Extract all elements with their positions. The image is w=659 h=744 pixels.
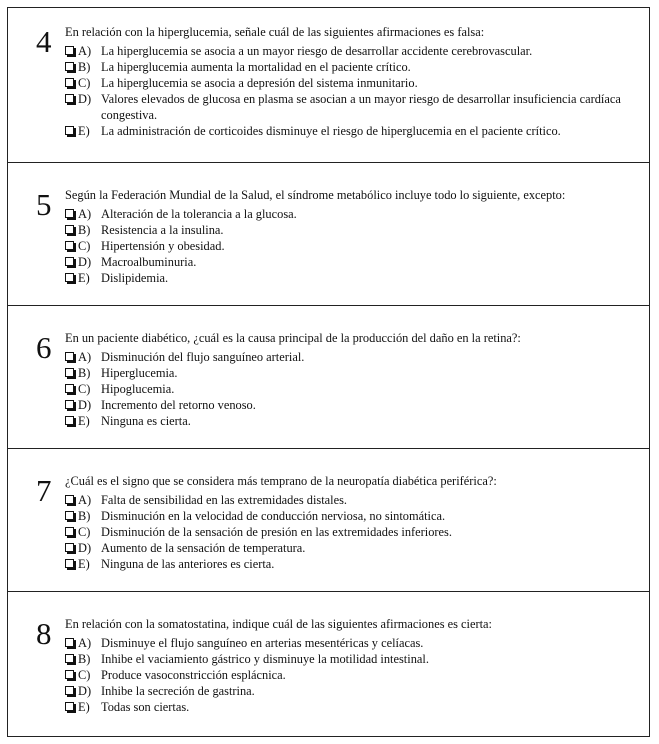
question-number: 8 [36,616,52,651]
option-list [65,43,621,139]
option-text: Alteración de la tolerancia a la glucosa. [101,207,297,221]
question-card [7,162,650,306]
option-d[interactable] [65,91,621,123]
option-text: La hiperglucemia aumenta la mortalidad en el paciente crítico. [101,60,411,74]
option-letter: A) [78,636,92,650]
option-c[interactable] [65,238,297,254]
option-letter: C) [78,239,91,253]
checkbox[interactable] [65,702,74,711]
option-d[interactable] [65,683,429,699]
option-e[interactable] [65,699,429,715]
option-list [65,206,297,286]
option-c[interactable] [65,381,304,397]
option-letter: B) [78,223,91,237]
checkbox[interactable] [65,241,74,250]
checkbox[interactable] [65,511,74,520]
question-card [7,591,650,737]
option-e[interactable] [65,123,621,139]
option-letter: D) [78,541,92,555]
checkbox[interactable] [65,209,74,218]
option-letter: E) [78,124,90,138]
question-sheet [7,7,652,737]
option-text: Aumento de la sensación de temperatura. [101,541,306,555]
option-text: Disminución en la velocidad de conducción nerviosa, no sintomática. [101,509,446,523]
option-c[interactable] [65,75,621,91]
option-text: Ninguna es cierta. [101,414,191,428]
question-number: 4 [36,24,52,59]
option-letter: A) [78,350,92,364]
option-letter: D) [78,684,92,698]
option-list [65,635,429,715]
option-d[interactable] [65,254,297,270]
option-letter: E) [78,700,90,714]
option-text: Ninguna de las anteriores es cierta. [101,557,275,571]
option-text: Falta de sensibilidad en las extremidades distales. [101,493,348,507]
option-text: La administración de corticoides disminuye el riesgo de hiperglucemia en el paciente crítico. [101,124,561,138]
option-text: Inhibe el vaciamiento gástrico y disminuye la motilidad intestinal. [101,652,429,666]
question-text: ¿Cuál es el signo que se considera más temprano de la neuropatía diabética periférica?: [65,474,497,488]
question-text: En un paciente diabético, ¿cuál es la causa principal de la producción del daño en la retina?: [65,331,521,345]
option-letter: E) [78,557,90,571]
checkbox[interactable] [65,126,74,135]
option-letter: C) [78,668,91,682]
question-card [7,305,650,449]
question-number: 6 [36,330,52,365]
checkbox[interactable] [65,654,74,663]
option-b[interactable] [65,59,621,75]
option-b[interactable] [65,222,297,238]
option-letter: E) [78,414,90,428]
checkbox[interactable] [65,273,74,282]
option-text: Resistencia a la insulina. [101,223,224,237]
checkbox[interactable] [65,416,74,425]
option-letter: E) [78,271,90,285]
checkbox[interactable] [65,527,74,536]
option-a[interactable] [65,635,429,651]
option-letter: B) [78,509,91,523]
option-letter: A) [78,44,92,58]
option-d[interactable] [65,397,304,413]
question-text: Según la Federación Mundial de la Salud, el síndrome metabólico incluye todo lo siguiente, excepto: [65,188,566,202]
option-c[interactable] [65,667,429,683]
question-text: En relación con la hiperglucemia, señale cuál de las siguientes afirmaciones es falsa: [65,25,485,39]
option-letter: B) [78,366,91,380]
option-text: Hipoglucemia. [101,382,175,396]
question-text: En relación con la somatostatina, indique cuál de las siguientes afirmaciones es cierta: [65,617,492,631]
checkbox[interactable] [65,400,74,409]
question-card [7,448,650,592]
option-c[interactable] [65,524,452,540]
option-b[interactable] [65,651,429,667]
option-letter: C) [78,382,91,396]
question-number: 7 [36,473,52,508]
option-e[interactable] [65,270,297,286]
checkbox[interactable] [65,257,74,266]
option-list [65,492,452,572]
option-a[interactable] [65,206,297,222]
option-text: Produce vasoconstricción esplácnica. [101,668,286,682]
option-letter: D) [78,255,92,269]
option-text: Disminuye el flujo sanguíneo en arterias mesentéricas y celíacas. [101,636,424,650]
question-number: 5 [36,187,52,222]
option-letter: A) [78,207,92,221]
option-d[interactable] [65,540,452,556]
option-b[interactable] [65,365,304,381]
option-letter: D) [78,92,92,106]
option-letter: D) [78,398,92,412]
option-e[interactable] [65,413,304,429]
checkbox[interactable] [65,638,74,647]
option-a[interactable] [65,349,304,365]
option-text: Disminución de la sensación de presión en las extremidades inferiores. [101,525,452,539]
checkbox[interactable] [65,495,74,504]
checkbox[interactable] [65,94,74,103]
option-text: Valores elevados de glucosa en plasma se asocian a un mayor riesgo de desarrollar insuficiencia cardíaca congestiva. [101,92,621,122]
option-text: Macroalbuminuria. [101,255,197,269]
checkbox[interactable] [65,543,74,552]
checkbox[interactable] [65,225,74,234]
checkbox[interactable] [65,62,74,71]
option-text: Todas son ciertas. [101,700,190,714]
option-e[interactable] [65,556,452,572]
checkbox[interactable] [65,352,74,361]
option-text: Hipertensión y obesidad. [101,239,225,253]
option-a[interactable] [65,43,621,59]
option-b[interactable] [65,508,452,524]
checkbox[interactable] [65,46,74,55]
option-list [65,349,304,429]
option-text: La hiperglucemia se asocia a depresión del sistema inmunitario. [101,76,418,90]
option-text: La hiperglucemia se asocia a un mayor riesgo de desarrollar accidente cerebrovascular. [101,44,533,58]
option-a[interactable] [65,492,452,508]
checkbox[interactable] [65,686,74,695]
option-text: Inhibe la secreción de gastrina. [101,684,255,698]
option-letter: C) [78,76,91,90]
option-text: Dislipidemia. [101,271,169,285]
option-text: Disminución del flujo sanguíneo arterial. [101,350,305,364]
option-text: Incremento del retorno venoso. [101,398,256,412]
checkbox[interactable] [65,559,74,568]
option-letter: C) [78,525,91,539]
checkbox[interactable] [65,78,74,87]
option-text: Hiperglucemia. [101,366,178,380]
option-letter: A) [78,493,92,507]
question-card [7,7,650,163]
checkbox[interactable] [65,368,74,377]
checkbox[interactable] [65,384,74,393]
option-letter: B) [78,652,91,666]
option-letter: B) [78,60,91,74]
checkbox[interactable] [65,670,74,679]
